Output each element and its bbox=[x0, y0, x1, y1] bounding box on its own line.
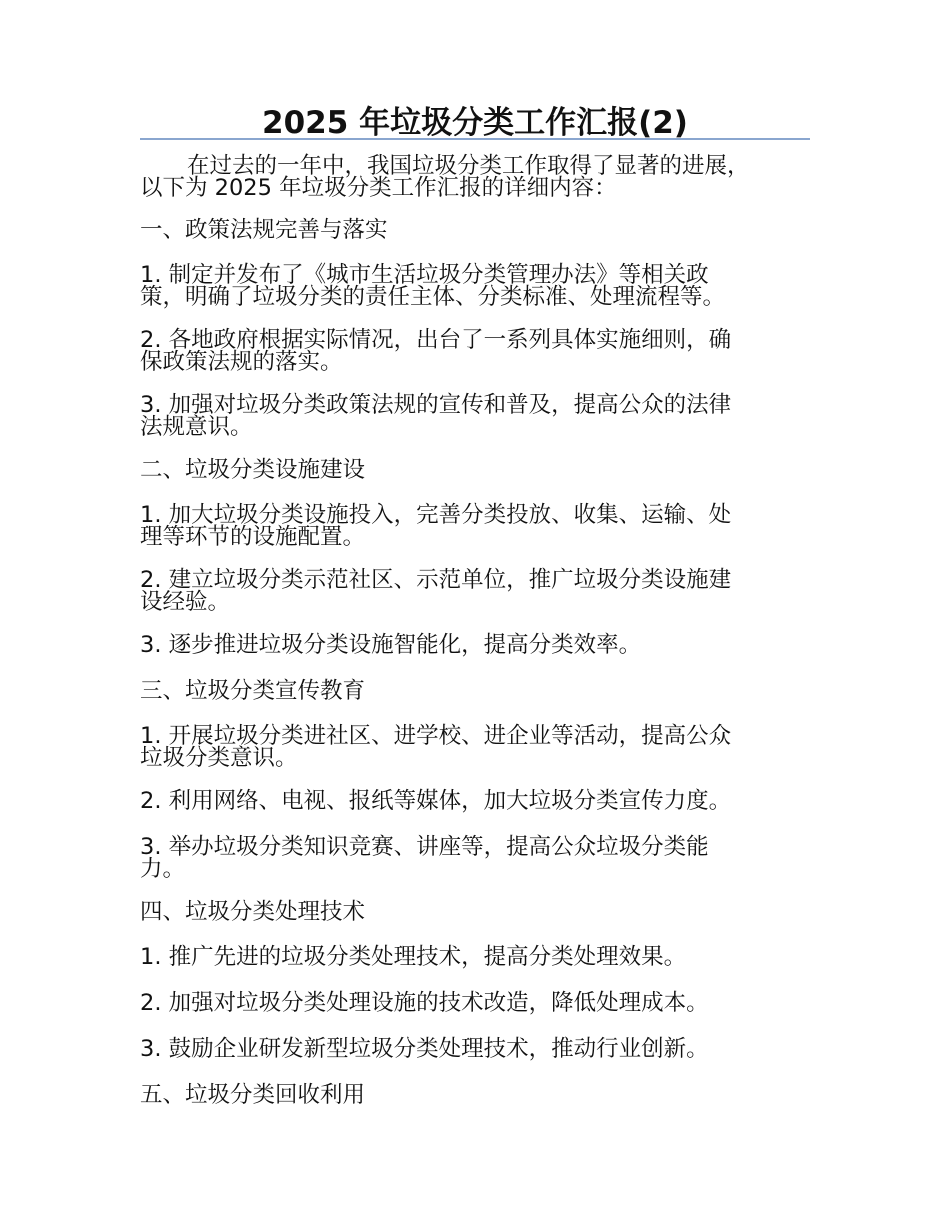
item-line-2: 力。 bbox=[140, 856, 186, 882]
intro-paragraph bbox=[140, 155, 810, 199]
item-line-1: 3. 举办垃圾分类知识竞赛、讲座等，提高公众垃圾分类能 bbox=[140, 834, 709, 860]
section-4-item-3 bbox=[140, 1038, 810, 1060]
item-line-1: 1. 加大垃圾分类设施投入，完善分类投放、收集、运输、处 bbox=[140, 502, 732, 528]
item-line-1: 3. 逐步推进垃圾分类设施智能化，提高分类效率。 bbox=[140, 632, 642, 658]
item-line-2: 法规意识。 bbox=[140, 414, 253, 440]
item-line-2: 设经验。 bbox=[140, 589, 231, 615]
item-line-2: 垃圾分类意识。 bbox=[140, 745, 298, 771]
item-line-1: 2. 加强对垃圾分类处理设施的技术改造，降低处理成本。 bbox=[140, 990, 709, 1016]
document-body bbox=[140, 155, 810, 1129]
section-heading-3: 三、垃圾分类宣传教育 bbox=[140, 678, 366, 704]
section-heading-2: 二、垃圾分类设施建设 bbox=[140, 457, 366, 483]
section-heading-4: 四、垃圾分类处理技术 bbox=[140, 899, 366, 925]
section-heading-1: 一、政策法规完善与落实 bbox=[140, 217, 388, 243]
item-line-1: 2. 建立垃圾分类示范社区、示范单位，推广垃圾分类设施建 bbox=[140, 567, 732, 593]
section-1-item-2 bbox=[140, 329, 810, 373]
section-1-item-1 bbox=[140, 264, 810, 308]
item-line-1: 2. 各地政府根据实际情况，出台了一系列具体实施细则，确 bbox=[140, 327, 732, 353]
item-line-2: 保政策法规的落实。 bbox=[140, 349, 343, 375]
section-4-item-2 bbox=[140, 992, 810, 1014]
section-2-item-2 bbox=[140, 569, 810, 613]
section-3-item-1 bbox=[140, 725, 810, 769]
item-line-2: 策，明确了垃圾分类的责任主体、分类标准、处理流程等。 bbox=[140, 284, 726, 310]
section-3-item-3 bbox=[140, 836, 810, 880]
title-underline bbox=[140, 138, 810, 140]
item-line-1: 2. 利用网络、电视、报纸等媒体，加大垃圾分类宣传力度。 bbox=[140, 788, 732, 814]
item-line-1: 1. 推广先进的垃圾分类处理技术，提高分类处理效果。 bbox=[140, 944, 687, 970]
section-2-item-3 bbox=[140, 634, 810, 656]
section-3-item-2 bbox=[140, 790, 810, 812]
item-line-1: 3. 鼓励企业研发新型垃圾分类处理技术，推动行业创新。 bbox=[140, 1036, 709, 1062]
document-title: 2025 年垃圾分类工作汇报(2) bbox=[262, 105, 688, 141]
item-line-1: 3. 加强对垃圾分类政策法规的宣传和普及，提高公众的法律 bbox=[140, 392, 732, 418]
item-line-1: 1. 开展垃圾分类进社区、进学校、进企业等活动，提高公众 bbox=[140, 723, 732, 749]
section-2-item-1 bbox=[140, 504, 810, 548]
item-line-2: 理等环节的设施配置。 bbox=[140, 524, 366, 550]
section-heading-5: 五、垃圾分类回收利用 bbox=[140, 1082, 366, 1108]
intro-line-1: 在过去的一年中，我国垃圾分类工作取得了显著的进展， bbox=[187, 153, 750, 179]
intro-line-2: 以下为 2025 年垃圾分类工作汇报的详细内容： bbox=[140, 175, 617, 201]
item-line-1: 1. 制定并发布了《城市生活垃圾分类管理办法》等相关政 bbox=[140, 262, 709, 288]
section-1-item-3 bbox=[140, 394, 810, 438]
section-4-item-1 bbox=[140, 946, 810, 968]
